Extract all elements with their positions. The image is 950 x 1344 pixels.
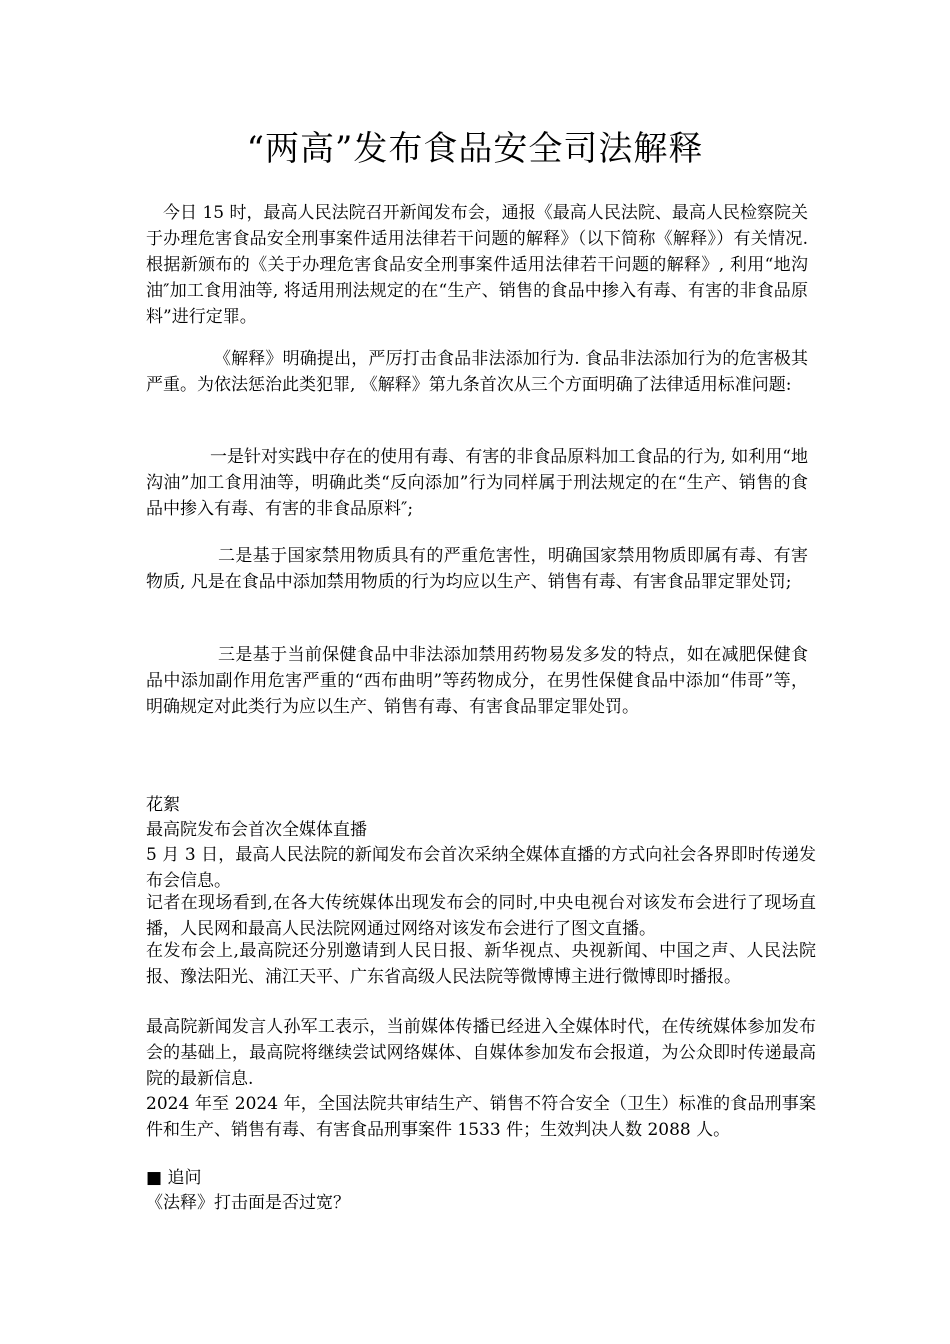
section-paragraph-1: 5 月 3 日，最高人民法院的新闻发布会首次采纳全媒体直播的方式向社会各界即时传递发布会信息。 — [146, 845, 816, 891]
document-title: “两高”发布食品安全司法解释 — [246, 129, 704, 169]
followup-heading: ■ 追问 — [146, 1168, 202, 1188]
section-paragraph-4: 最高院新闻发言人孙军工表示，当前媒体传播已经进入全媒体时代，在传统媒体参加发布会的基础上，最高院将继续尝试网络媒体、自媒体参加发布会报道，为公众即时传递最高院的最新信息. — [146, 1017, 816, 1089]
section-label: 花絮 — [146, 795, 180, 815]
section-paragraph-3: 在发布会上,最高院还分别邀请到人民日报、新华视点、央视新闻、中国之声、人民法院报、豫法阳光、浦江天平、广东省高级人民法院等微博博主进行微博即时播报。 — [146, 941, 816, 987]
followup-question: 《法释》打击面是否过宽？ — [146, 1193, 350, 1213]
paragraph-3: 一是针对实践中存在的使用有毒、有害的非食品原料加工食品的行为, 如利用“地沟油”加工食用油等，明确此类“反向添加”行为同样属于刑法规定的在“生产、销售的食品中掺入有毒、有害的非食品原料″; — [146, 447, 808, 519]
section-heading: 最高院发布会首次全媒体直播 — [146, 820, 367, 840]
paragraph-2: 《解释》明确提出，严厉打击食品非法添加行为. 食品非法添加行为的危害极其严重。为依法惩治此类犯罪, 《解释》第九条首次从三个方面明确了法律适用标准问题: — [146, 349, 808, 395]
paragraph-5: 三是基于当前保健食品中非法添加禁用药物易发多发的特点，如在减肥保健食品中添加副作用危害严重的“西布曲明”等药物成分，在男性保健食品中添加“伟哥”等，明确规定对此类行为应以生产、销售有毒、有害食品罪定罪处罚。 — [146, 645, 808, 717]
paragraph-1: 今日 15 时，最高人民法院召开新闻发布会，通报《最高人民法院、最高人民检察院关于办理危害食品安全刑事案件适用法律若干问题的解释》（以下简称《解释》）有关情况. 根据新颁布的《关于办理危害食品安全刑事案件适用法律若干问题的解释》, 利用“地沟油″加工食用油等, 将适用刑法规定的在“生产、销售的食品中掺入有毒、有害的非食品原料”进行定罪。 — [146, 203, 808, 327]
paragraph-4: 二是基于国家禁用物质具有的严重危害性，明确国家禁用物质即属有毒、有害物质, 凡是在食品中添加禁用物质的行为均应以生产、销售有毒、有害食品罪定罪处罚; — [146, 546, 808, 592]
section-paragraph-5: 2024 年至 2024 年，全国法院共审结生产、销售不符合安全（卫生）标准的食品刑事案件和生产、销售有毒、有害食品刑事案件 1533 件；生效判决人数 2088 人。 — [146, 1094, 816, 1140]
section-paragraph-2: 记者在现场看到,在各大传统媒体出现发布会的同时,中央电视台对该发布会进行了现场直播，人民网和最高人民法院网通过网络对该发布会进行了图文直播。 — [146, 893, 816, 939]
